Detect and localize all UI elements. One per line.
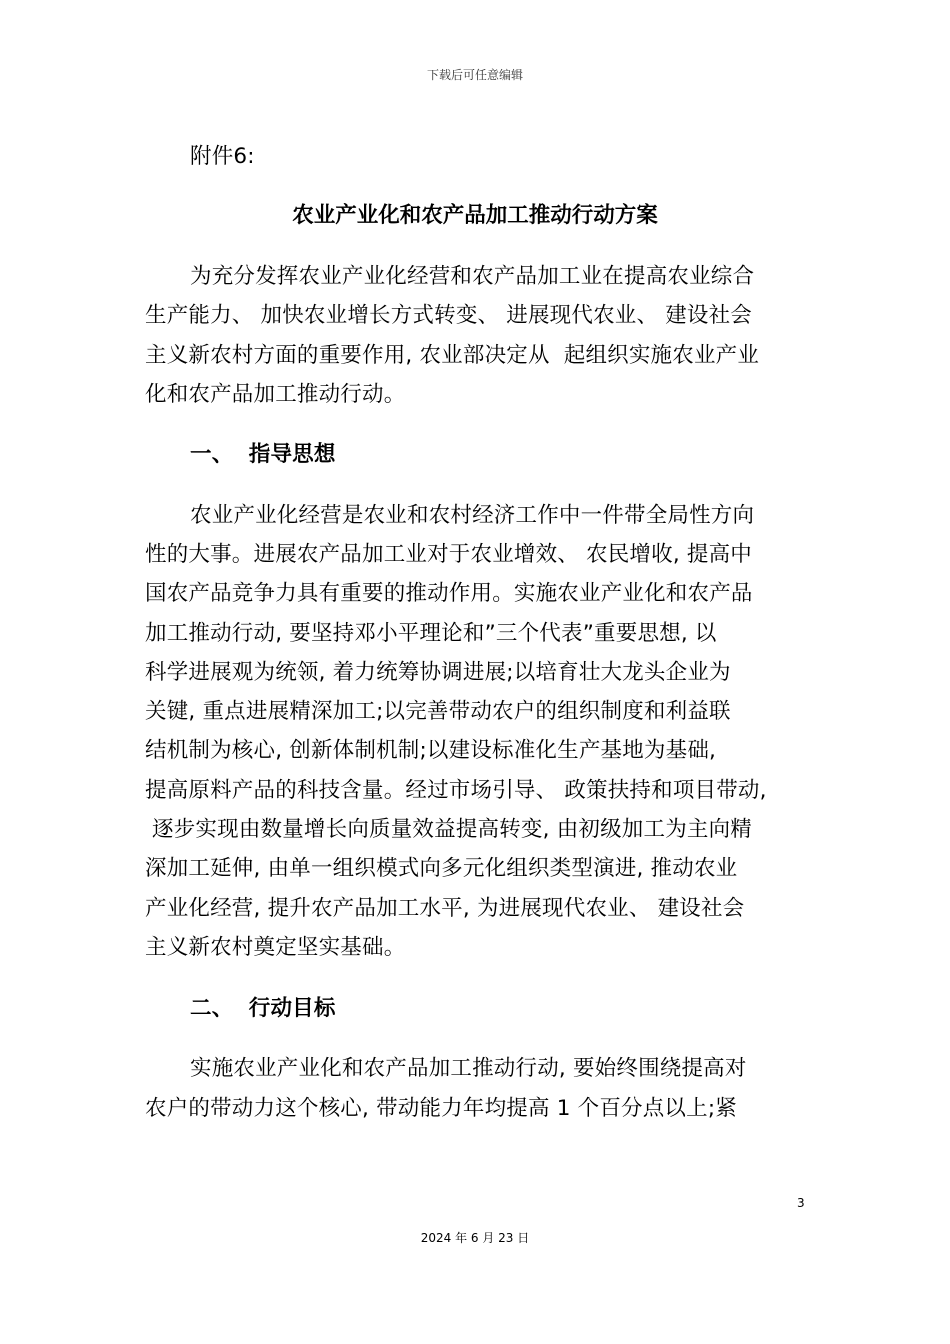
paragraph-line: 深加工延伸, 由单一组织模式向多元化组织类型演进, 推动农业 xyxy=(145,856,738,881)
paragraph-line: 农户的带动力这个核心, 带动能力年均提高 1 个百分点以上;紧 xyxy=(145,1096,737,1121)
document-title: 农业产业化和农产品加工推动行动方案 xyxy=(292,203,658,228)
paragraph-line: 农业产业化经营是农业和农村经济工作中一件带全局性方向 xyxy=(190,503,755,528)
paragraph-line: 主义新农村奠定坚实基础。 xyxy=(145,935,406,960)
section-heading-1: 一、 指导思想 xyxy=(190,442,336,467)
attachment-label: 附件6: xyxy=(190,144,255,169)
section-heading-2: 二、 行动目标 xyxy=(190,996,336,1021)
paragraph-line: 提高原料产品的科技含量。经过市场引导、 政策扶持和项目带动, xyxy=(145,778,767,803)
paragraph-line: 加工推动行动, 要坚持邓小平理论和”三个代表”重要思想, 以 xyxy=(145,621,717,646)
page-number: 3 xyxy=(797,1196,805,1210)
paragraph-line: 结机制为核心, 创新体制机制;以建设标准化生产基地为基础, xyxy=(145,738,717,763)
paragraph-line: 化和农产品加工推动行动。 xyxy=(145,382,406,407)
paragraph-line: 实施农业产业化和农产品加工推动行动, 要始终围绕提高对 xyxy=(190,1056,747,1081)
paragraph-line: 关键, 重点进展精深加工;以完善带动农户的组织制度和利益联 xyxy=(145,699,731,724)
paragraph-line: 逐步实现由数量增长向质量效益提高转变, 由初级加工为主向精 xyxy=(145,817,753,842)
paragraph-line: 主义新农村方面的重要作用, 农业部决定从 起组织实施农业产业 xyxy=(145,343,760,368)
paragraph-line: 产业化经营, 提升农产品加工水平, 为进展现代农业、 建设社会 xyxy=(145,896,745,921)
paragraph-line: 为充分发挥农业产业化经营和农产品加工业在提高农业综合 xyxy=(190,264,755,289)
page-header: 下载后可任意编辑 xyxy=(426,68,523,82)
paragraph-line: 性的大事。进展农产品加工业对于农业增效、 农民增收, 提高中 xyxy=(145,542,753,567)
footer-date: 2024 年 6 月 23 日 xyxy=(420,1231,530,1245)
paragraph-line: 科学进展观为统领, 着力统筹协调进展;以培育壮大龙头企业为 xyxy=(145,660,731,685)
paragraph-line: 生产能力、 加快农业增长方式转变、 进展现代农业、 建设社会 xyxy=(145,303,753,328)
paragraph-line: 国农产品竞争力具有重要的推动作用。实施农业产业化和农产品 xyxy=(145,581,753,606)
